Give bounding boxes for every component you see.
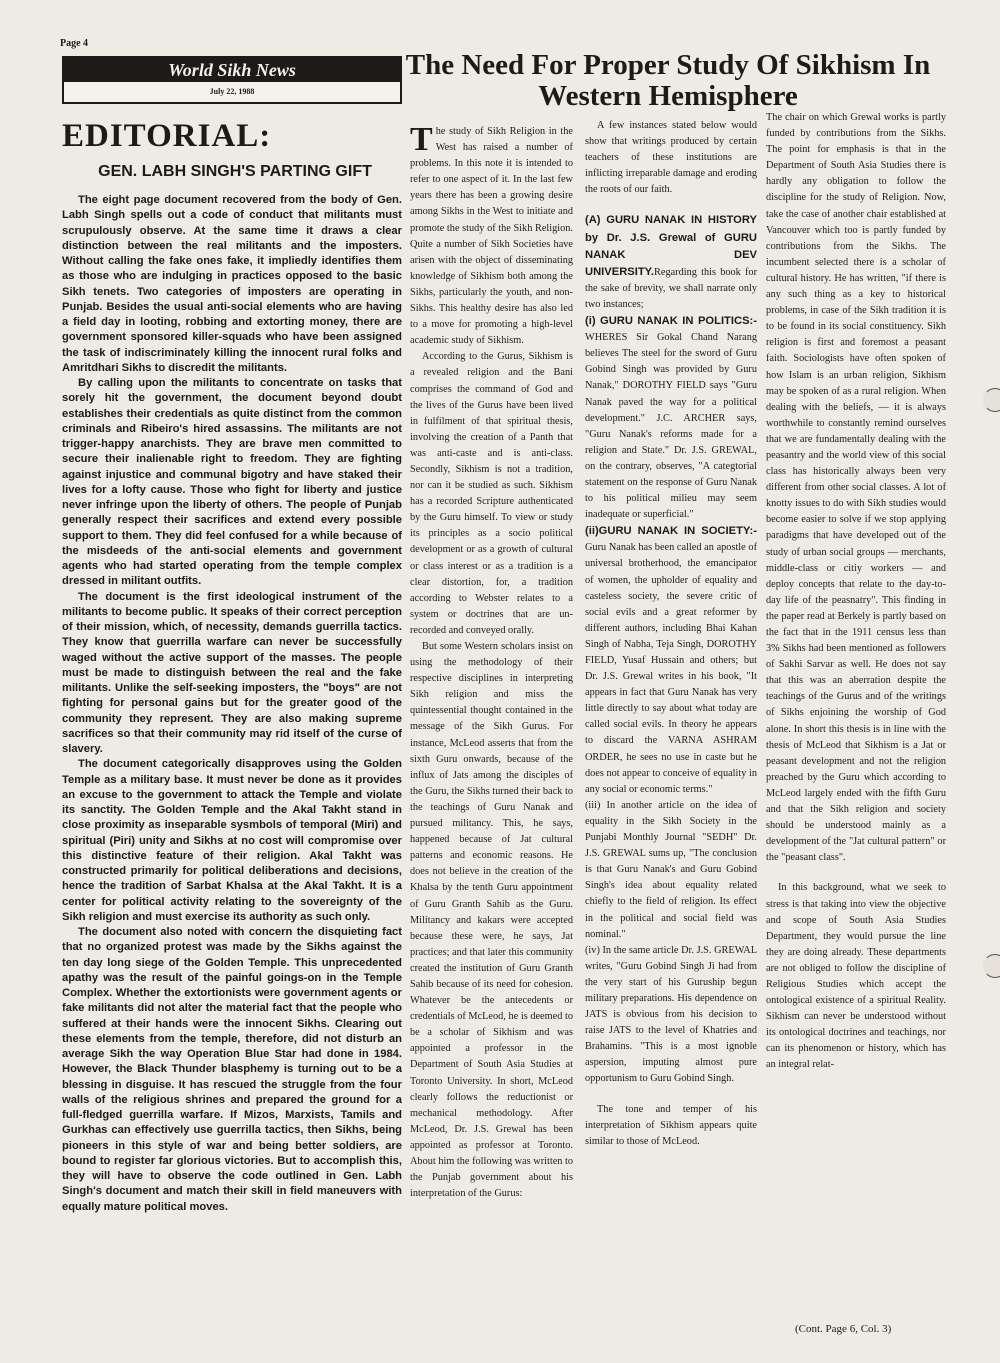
article-paragraph: According to the Gurus, Sikhism is a revealed religion and the Bani comprises the command of God and the lives of the Gurus have been lived in fulfilment of that spiritual thesis, involving the creation of a Panth that was anti-caste and is anti-class. Secondly, Sikhism is not a tradition, nor can it be studied as such. Sikhism has a recorded Scripture authenticated by the Guru himself. To view or study its principles as a socio political development or as a growth of cultural or class interest or as a tradition is a clear distortion, for, a tradition according to Webster relates to a system or doctrines that are un-recorded and conveyed orally. xyxy=(410,351,573,636)
section-heading: (A) GURU NANAK IN HISTORY by Dr. J.S. Grewal of GURU NANAK DEV UNIVERSITY. xyxy=(585,214,757,278)
section-iv: (iv) In the same article Dr. J.S. GREWAL writes, "Guru Gobind Singh Ji had from the very start of his Guruship begun military preparations. His dependence on JATS is obvious from his decision to raise JATS to the level of Khatries and Brahamins. "This is a most ignoble aspersion, imputing almost pure opportunism to Guru Gobind Singh. xyxy=(585,944,757,1085)
drop-cap: T xyxy=(410,124,433,158)
page-number: Page 4 xyxy=(60,38,89,49)
binder-hole xyxy=(983,388,1000,412)
article-paragraph: But some Western scholars insist on using the methodology of their respective disciplines in interpreting Sikh religion and miss the quintessential thought contained in the message of the Sikh Gurus. For instance, McLeod asserts that from the sixth Guru onwards, because of the influx of Jats among the disciples of the Guru, the Sikhs turned their back to the teachings of Guru Nanak and pursued militancy. This, he says, happened because of Jat cultural patterns and economic reasons. He does not believe in the creation of the Khalsa by the tenth Guru appointment of Guru Granth Sahib as the Guru. Militancy and kakars were accepted because these were, he says, Jat practices; and that later this community created the institution of Guru Granth Sahib because of its need for cohesion. Whatever be the antecedents or credentials of McLeod, he is deemed to be a scholar of Sikhism and was appointed a professor in the Department of South Asia Studies at Toronto University. In short, McLeod clearly follows the reductionist or mechanical methodology. After McLeod, Dr. J.S. Grewal has been appointed as professor at Toronto. About him the following was written to the Punjab government about his interpretation of the Gurus: xyxy=(410,641,573,1200)
editorial-paragraph: By calling upon the militants to concentrate on tasks that sorely hit the government, the document beyond doubt establishes their credentials as quite distinct from the common criminals and Ribeiro's hired assassins. The militants are not trigger-happy anarchists. They are brave men committed to secure their inalienable right to freedom. They are fighting against injustice and communal bigotry and have staked their lives for a lofty cause. Those who fight for liberty and justice never infringe upon the liberty of others. The people of Punjab generally respect their sacrifices and extend every possible support to them. They did feel confused for a while because of the misdeeds of the anti-social elements and government agents who had started operating from the temple complex dressed in militant outfits. xyxy=(62,377,402,588)
masthead xyxy=(62,56,402,104)
binder-hole xyxy=(983,954,1000,978)
article-column-2 xyxy=(585,118,757,1338)
editorial-paragraph: The document is the first ideological instrument of the militants to become public. It speaks of their correct perception of their mission, which, of necessity, demands guerrilla tactics. They know that guerrilla warfare can never be successfully waged without the active support of the masses. The people must be made to distinguish between the real and the fake militants. Unlike the self-seeking imposters, the "boys" are not fighting for personal gains but for the greater good of the community they represent. They are also making supreme sacrifices so that their community may rid itself of the curse of slavery. xyxy=(62,590,402,755)
section-heading: (i) GURU NANAK IN POLITICS:- xyxy=(585,315,757,328)
section-iii: (iii) In another article on the idea of equality in the Sikh Society in the Punjabi Monthly Journal "SEDH" Dr. J.S. GREWAL sums up, "The conclusion is that Guru Nanak's and Guru Gobind Singh's idea about equality related chiefly to the field of religion. Its effect in the political and social field was nominal." xyxy=(585,799,757,940)
editorial-paragraph: The eight page document recovered from the body of Gen. Labh Singh spells out a code of conduct that militants must scrupulously observe. At the same time it draws a clear distinction between the real militants and the imposters. Without calling the fake ones fake, it impliedly identifies them as those who are indulging in practices opposed to the basic Sikh tenets. Two categories of imposters are operating in Punjab. Besides the usual anti-social elements who are having a field day in looting, robbing and extorting money, there are government sponsored killer-squads who have been assigned the task of indiscriminately killing the innocent rural folks and Amritdhari Sikhs to discredit the militants. xyxy=(62,194,402,374)
editorial-paragraph: The document categorically disapproves using the Golden Temple as a military base. It must never be done as it provides an excuse to the government to attack the Temple and violate its sanctity. The Golden Temple and the Akal Takht stand in close proximity as inseparable sysmbols of temporal (Miri) and spiritual (Piri) unity and Sikhs at no cost will compromise over this distinctive feature of their religion. Akal Takht was constructed primarily for political deliberations and decisions, hence the tradition of Sarbat Khalsa at the Akal Takht. It is a center for political activity relating to the sovereignty of the Sikh religion and must exercise its authority as such only. xyxy=(62,758,402,923)
article-headline: The Need For Proper Study Of Sikhism In Western Hemisphere xyxy=(405,49,931,112)
article-column-1 xyxy=(410,124,573,1339)
section-i: (i) GURU NANAK IN POLITICS:- WHERES Sir Gokal Chand Narang believes The steel for the sword of Guru Gobind Singh was provided by Guru Nanak," DOROTHY FIELD says "Guru Nanak paved the way for a political development." J.C. ARCHER says, "Guru Nanak's reforms made for a religion and State." Dr. J.S. GREWAL, on the contrary, observes, "A categtorial statement on the response of Guru Nanak to his political milieu may seem inadequate or superficial." xyxy=(585,315,757,521)
article-paragraph: In this background, what we seek to stress is that taking into view the objective and scope of South Asia Studies Department, they would pursue the line they are doing already. These departments are not obliged to follow the discipline of Religious Studies which accept the ontological existence of a spiritual Reality. Sikhism can never be understood without its ontological doctrines and teachings, nor can its phenomenon or history, which has an integral relat- xyxy=(766,882,946,1071)
section-heading: (ii)GURU NANAK IN SOCIETY:- xyxy=(585,525,757,538)
article-column-3 xyxy=(766,110,946,1328)
section-ii: (ii)GURU NANAK IN SOCIETY:- Guru Nanak has been called an apostle of universal brotherhood, the emancipator of women, the upholder of equality and casteless society, the severe critic of social evils and a great reformer by different authors, including Bhai Kahan Singh of Nabha, Teja Singh, DOROTHY FIELD, Yusaf Hussain and others; but Dr. J.S. Grewal writes in his book, "It appears in fact that Guru Nanak has very little directly to say about what today are called social evils. In theory he appears to discard the VARNA ASHRAM ORDER, he sees no use in caste but he does not appear to conceive of equality in any social or economic terms." xyxy=(585,525,757,795)
editorial-title: EDITORIAL: xyxy=(62,118,272,154)
article-paragraph: The chair on which Grewal works is partly funded by contributions from the Sikhs. The point for emphasis is that in the Department of South Asia Studies there is hardly any obligation to follow the discipline for the study of Religion. Now, take the case of another chair established at Vancouver which too is partly funded by contributions from the Sikhs. The incumbent selected there is a scholar of cultural history. He has written, "if there is any such thing as a key to historical problems, in case of the Sikh tradition it is to be found in its social constituency. Sikh religion is first and foremost a peasant faith. Sociologists have often spoken of how Islam is an urban religion, Sikhism may be spoken of as a rural religion. When dealing with the beliefs, — it is always worthwhile to constantly remind ourselves that we are fundamentally dealing with the peasantry and the world view of this social class has historically always been very different from other social classes. A lot of knotty issues to do with Sikh studies would become easier to solve if we stop applying paradigms that have developed out of the study of urban social groups — merchants, middle-class or citiy workers — and deploy concepts that relate to the day-to-day life of the peasnatry". This finding in the paper read at Berkely is partly based on the fact that in the 1911 census less than 3% Sikhs had been mentioned as followers of Sakhi Sarvar as well. He does not say that this was an aberration despite the teachings of the Gurus and of the writings of Sikhs enjoining the worship of God alone. In short this thesis is in line with the thesis of McLeod that Sikhism is a Jat or peasant development and not the religion preached by the Guru which according to McLeod largely ended with the fifth Guru and that the Sikh religion and society should be understood mainly as a development of the "Jat cultural pattern" or the "peasant class". xyxy=(766,112,946,864)
editorial-body xyxy=(62,193,402,1328)
article-paragraph: The study of Sikh Religion in the West has raised a number of problems. In this note it is intended to refer to one aspect of it. In the last few years there has been a growing desire among Sikhs in the West to initiate and promote the study of the Sikh Religion. Quite a number of Sikh Societies have arisen with the object of disseminating knowledge of Sikhism both among the Sikhs, particularly the youth, and non-Sikhs. This healthy desire has also led to a move for promoting a high-level academic study of Sikhism. xyxy=(410,124,573,347)
article-paragraph: A few instances stated below would show that writings produced by certain teachers of these institutions are inflicting irreparable damage and eroding the roots of our faith. xyxy=(585,120,757,196)
editorial-subtitle: GEN. LABH SINGH'S PARTING GIFT xyxy=(98,163,372,180)
masthead-date: July 22, 1988 xyxy=(209,87,255,96)
section-a: (A) GURU NANAK IN HISTORY by Dr. J.S. Grewal of GURU NANAK DEV UNIVERSITY.Regarding this book for the sake of brevity, we shall narrate only two instances; xyxy=(585,214,757,310)
masthead-title: World Sikh News xyxy=(64,58,400,82)
editorial-paragraph: The document also noted with concern the disquieting fact that no organized protest was made by the Sikhs against the ten day long siege of the Golden Temple. This unprecedented apathy was the result of the painful goings-on in the Temple Complex. Whether the extortionists were government agents or fake militants did not alter the material fact that the people who suffered at their hands were the innocent Sikhs. Clearing out these elements from the temple, therefore, did not disturb an average Sikh the way Operation Blue Star had done in 1984. However, the Black Thunder blasphemy is turning out to be a blessing in disguise. It has rescued the struggle from the four walls of the religious shrines and prepared the ground for a full-fledged guerrilla warfare. If Mizos, Marxists, Tamils and Gurkhas can effectively use guerrilla tactics, then Sikhs, being pioneers in this style of war and being better soldiers, are bound to register far glorious victories. But to accomplish this, they will have to observe the code outlined in Gen. Labh Singh's document and match their skill in field maneuvers with equally mature political moves. xyxy=(62,926,402,1213)
continuation-note: (Cont. Page 6, Col. 3) xyxy=(795,1323,892,1335)
article-paragraph: The tone and temper of his interpretation of Sikhism appears quite similar to those of McLeod. xyxy=(585,1103,757,1147)
